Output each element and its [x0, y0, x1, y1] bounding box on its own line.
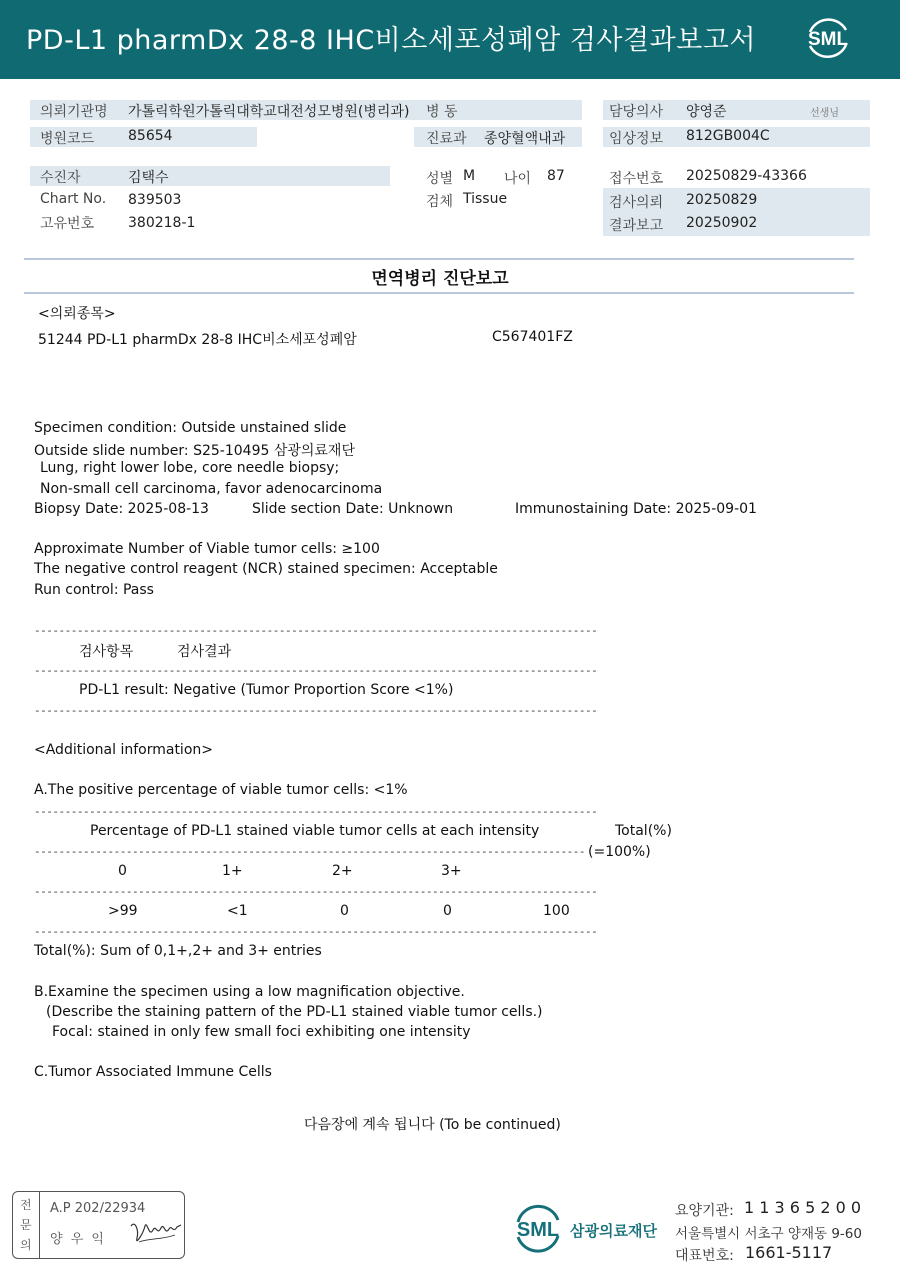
institution-label: 의뢰기관명 — [40, 104, 108, 120]
unique-no-label: 고유번호 — [40, 216, 95, 232]
hospital-code-value: 85654 — [128, 128, 173, 144]
doctor-label: 담당의사 — [609, 104, 664, 120]
patient-value: 김택수 — [128, 170, 169, 186]
request-item: 51244 PD-L1 pharmDx 28-8 IHC비소세포성폐암 — [38, 332, 357, 348]
specialist-stamp — [12, 1191, 185, 1259]
receipt-no-label: 접수번호 — [609, 171, 664, 187]
intensity-col-3: 3+ — [441, 863, 462, 879]
diagnosis-line: Non-small cell carcinoma, favor adenocarcinoma — [40, 481, 383, 497]
footer-sml-logo — [510, 1200, 566, 1256]
sml-logo — [802, 12, 854, 64]
dash-rule: -------------------------------------------------------------------------------------------- — [34, 925, 598, 938]
b-line-2: (Describe the staining pattern of the PD-L1 stained viable tumor cells.) — [46, 1004, 543, 1020]
run-control: Run control: Pass — [34, 582, 154, 598]
info-bar-patient — [30, 166, 390, 186]
department-value: 종양혈액내과 — [484, 131, 566, 147]
unique-no-value: 380218-1 — [128, 215, 196, 231]
dash-rule: -------------------------------------------------------------------------------------------- — [34, 805, 598, 818]
total-header: Total(%) — [615, 823, 672, 839]
signature-image — [129, 1216, 183, 1250]
intensity-col-0: 0 — [118, 863, 127, 879]
b-line-3: Focal: stained in only few small foci exhibiting one intensity — [52, 1024, 471, 1040]
report-header — [0, 0, 900, 79]
footer-company-name: 삼광의료재단 — [570, 1222, 657, 1240]
intensity-col-1: 1+ — [222, 863, 243, 879]
intensity-header: Percentage of PD-L1 stained viable tumor cells at each intensity — [90, 823, 540, 839]
sex-label: 성별 — [426, 171, 454, 187]
age-value: 87 — [547, 168, 565, 184]
b-line-1: B.Examine the specimen using a low magnification objective. — [34, 984, 465, 1000]
specimen-label: 검체 — [426, 194, 454, 210]
hospital-code-label: 병원코드 — [40, 131, 95, 147]
footer-sml-logo-text: SML — [516, 1219, 560, 1241]
patient-label: 수진자 — [40, 170, 81, 186]
stamp-ap-number: A.P 202/22934 — [50, 1201, 146, 1216]
pdl1-result: PD-L1 result: Negative (Tumor Proportion Score <1%) — [79, 682, 454, 698]
intensity-val-0: >99 — [108, 903, 138, 919]
site-line: Lung, right lower lobe, core needle biopsy; — [40, 460, 340, 476]
dash-rule: -------------------------------------------------------------------------------------------- — [34, 885, 598, 898]
receipt-no-value: 20250829-43366 — [686, 168, 807, 184]
clinical-info-value: 812GB004C — [686, 128, 770, 144]
ncr-line: The negative control reagent (NCR) stained specimen: Acceptable — [34, 561, 498, 577]
dash-rule: -------------------------------------------------------------------------------------------- — [34, 704, 598, 717]
col-item-header: 검사항목 — [79, 644, 134, 660]
clinical-info-label: 임상정보 — [609, 131, 664, 147]
viable-cells: Approximate Number of Viable tumor cells: ≥100 — [34, 541, 380, 557]
department-label: 진료과 — [426, 131, 467, 147]
stamp-side-char: 전 — [20, 1198, 32, 1212]
result-report-value: 20250902 — [686, 215, 758, 231]
dash-rule: ------------------------------------------------------------------------------------------ — [34, 845, 586, 858]
section-rule-top — [24, 258, 854, 260]
specimen-condition: Specimen condition: Outside unstained slide — [34, 420, 347, 436]
slide-section-date: Slide section Date: Unknown — [252, 501, 454, 517]
positive-percentage: A.The positive percentage of viable tumor cells: <1% — [34, 782, 408, 798]
total-note: Total(%): Sum of 0,1+,2+ and 3+ entries — [34, 943, 322, 959]
stamp-divider — [39, 1192, 40, 1258]
doctor-suffix: 선생님 — [810, 108, 839, 119]
intensity-val-3: 0 — [443, 903, 452, 919]
intensity-col-2: 2+ — [332, 863, 353, 879]
intensity-val-total: 100 — [543, 903, 570, 919]
specimen-value: Tissue — [463, 191, 508, 207]
total-sub: (=100%) — [588, 844, 651, 860]
footer-address: 서울특별시 서초구 양재동 9-60 — [675, 1226, 862, 1242]
care-no-value: 1 1 3 6 5 2 0 0 — [744, 1198, 862, 1217]
result-report-label: 결과보고 — [609, 218, 664, 234]
test-request-value: 20250829 — [686, 192, 758, 208]
request-header: <의뢰종목> — [38, 306, 116, 322]
col-result-header: 검사결과 — [177, 644, 232, 660]
age-label: 나이 — [504, 171, 532, 187]
c-line: C.Tumor Associated Immune Cells — [34, 1064, 272, 1080]
immunostaining-date: Immunostaining Date: 2025-09-01 — [515, 501, 757, 517]
chart-no-value: 839503 — [128, 192, 182, 208]
phone-value: 1661-5117 — [745, 1243, 833, 1262]
outside-slide: Outside slide number: S25-10495 삼광의료재단 — [34, 443, 355, 459]
dash-rule: -------------------------------------------------------------------------------------------- — [34, 664, 598, 677]
institution-value: 가톨릭학원가톨릭대학교대전성모병원(병리과) — [128, 104, 410, 120]
biopsy-date: Biopsy Date: 2025-08-13 — [34, 501, 209, 517]
stamp-name: 양 우 익 — [50, 1232, 106, 1247]
report-title: PD-L1 pharmDx 28-8 IHC비소세포성폐암 검사결과보고서 — [26, 25, 756, 56]
dash-rule: -------------------------------------------------------------------------------------------- — [34, 624, 598, 637]
doctor-value: 양영준 — [686, 104, 727, 120]
care-no-label: 요양기관: — [675, 1203, 734, 1219]
chart-no-label: Chart No. — [40, 191, 107, 207]
intensity-val-1: <1 — [227, 903, 248, 919]
continued-note: 다음장에 계속 됩니다 (To be continued) — [304, 1117, 561, 1133]
test-request-label: 검사의뢰 — [609, 195, 664, 211]
phone-label: 대표번호: — [675, 1248, 734, 1264]
request-code: C567401FZ — [492, 329, 573, 345]
ward-label: 병 동 — [426, 104, 458, 120]
section-title: 면역병리 진단보고 — [371, 269, 509, 289]
intensity-val-2: 0 — [340, 903, 349, 919]
sml-logo-text: SML — [807, 29, 849, 50]
additional-header: <Additional information> — [34, 742, 213, 758]
section-rule-bottom — [24, 292, 854, 294]
sex-value: M — [463, 168, 476, 184]
stamp-side-char: 의 — [20, 1238, 32, 1252]
stamp-side-char: 문 — [20, 1218, 32, 1232]
